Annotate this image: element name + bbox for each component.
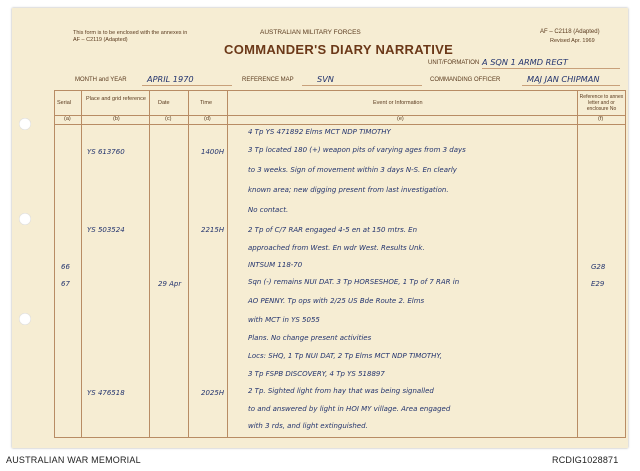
diary-table: [54, 90, 626, 438]
col-header-time: Time: [200, 100, 213, 106]
org-name: AUSTRALIAN MILITARY FORCES: [260, 29, 361, 36]
officer-value: MAJ JAN CHIPMAN: [527, 74, 600, 84]
col-header-serial: Serial: [57, 100, 72, 106]
ref-text: G28: [591, 263, 606, 271]
punch-hole: [19, 213, 31, 225]
place-text: YS 613760: [87, 148, 125, 156]
serial-text: 67: [61, 280, 70, 288]
event-text: known area; new digging present from last investigation.: [248, 186, 449, 194]
event-text: 3 Tp located 180 (+) weapon pits of varying ages from 3 days: [248, 146, 466, 154]
col-sub-b: (b): [113, 116, 120, 122]
event-text: Plans. No change present activities: [248, 334, 372, 342]
officer-underline: [522, 85, 620, 86]
time-text: 2215H: [201, 226, 225, 234]
event-text: Sqn (-) remains NUI DAT. 3 Tp HORSESHOE, 1 Tp of 7 RAR in: [248, 278, 460, 286]
map-value: SVN: [317, 74, 334, 84]
officer-label: COMMANDING OFFICER: [430, 77, 501, 83]
place-text: YS 503524: [87, 226, 125, 234]
form-revision: Revised Apr. 1969: [550, 38, 595, 44]
col-header-event: Event or Information: [373, 100, 423, 106]
month-value: APRIL 1970: [147, 74, 194, 84]
col-header-place: Place and grid reference: [86, 96, 146, 102]
event-text: INTSUM 118-70: [248, 261, 303, 269]
serial-text: 66: [61, 263, 70, 271]
archive-credit: AUSTRALIAN WAR MEMORIAL: [6, 455, 141, 465]
col-sub-e: (e): [397, 116, 404, 122]
unit-underline: [482, 68, 620, 69]
event-text: with MCT in YS 5055: [248, 316, 320, 324]
col-sub-a: (a): [64, 116, 71, 122]
form-number: AF – C2118 (Adapted): [540, 29, 600, 35]
col-header-ref: Reference to annex letter and or enclosure No: [579, 94, 624, 112]
event-text: 3 Tp FSPB DISCOVERY, 4 Tp YS 518897: [248, 370, 385, 378]
diary-sheet: [12, 8, 628, 448]
event-text: 4 Tp YS 471892 Elms MCT NDP TIMOTHY: [248, 128, 391, 136]
punch-hole: [19, 118, 31, 130]
time-text: 1400H: [201, 148, 225, 156]
col-sub-c: (c): [165, 116, 172, 122]
event-text: approached from West. En wdr West. Results Unk.: [248, 244, 425, 252]
event-text: 2 Tp of C/7 RAR engaged 4-5 en at 150 mtrs. En: [248, 226, 418, 234]
unit-value: A SQN 1 ARMD REGT: [482, 57, 568, 67]
punch-hole: [19, 313, 31, 325]
col-sub-f: (f): [598, 116, 604, 122]
event-text: 2 Tp. Sighted light from hay that was being signalled: [248, 387, 434, 395]
col-header-date: Date: [158, 100, 170, 106]
map-underline: [302, 85, 422, 86]
place-text: YS 476518: [87, 389, 125, 397]
month-label: MONTH and YEAR: [75, 77, 127, 83]
month-underline: [142, 85, 232, 86]
date-text: 29 Apr: [158, 280, 182, 288]
event-text: AO PENNY. Tp ops with 2/25 US Bde Route 2. Elms: [248, 297, 425, 305]
event-text: Locs: SHQ, 1 Tp NUI DAT, 2 Tp Elms MCT NDP TIMOTHY,: [248, 352, 442, 360]
event-text: to and answered by light in HOI MY village. Area engaged: [248, 405, 451, 413]
time-text: 2025H: [201, 389, 225, 397]
enclosure-note: This form is to be enclosed with the annexes in AF – C2119 (Adapted): [73, 30, 188, 43]
ref-text: E29: [591, 280, 605, 288]
map-label: REFERENCE MAP: [242, 77, 294, 83]
event-text: to 3 weeks. Sign of movement within 3 days N-S. En clearly: [248, 166, 457, 174]
page-title: COMMANDER'S DIARY NARRATIVE: [224, 42, 454, 57]
col-sub-d: (d): [204, 116, 211, 122]
event-text: with 3 rds, and light extinguished.: [248, 422, 368, 430]
unit-label: UNIT/FORMATION: [428, 60, 480, 66]
event-text: No contact.: [248, 206, 289, 214]
archive-id: RCDIG1028871: [552, 455, 619, 465]
